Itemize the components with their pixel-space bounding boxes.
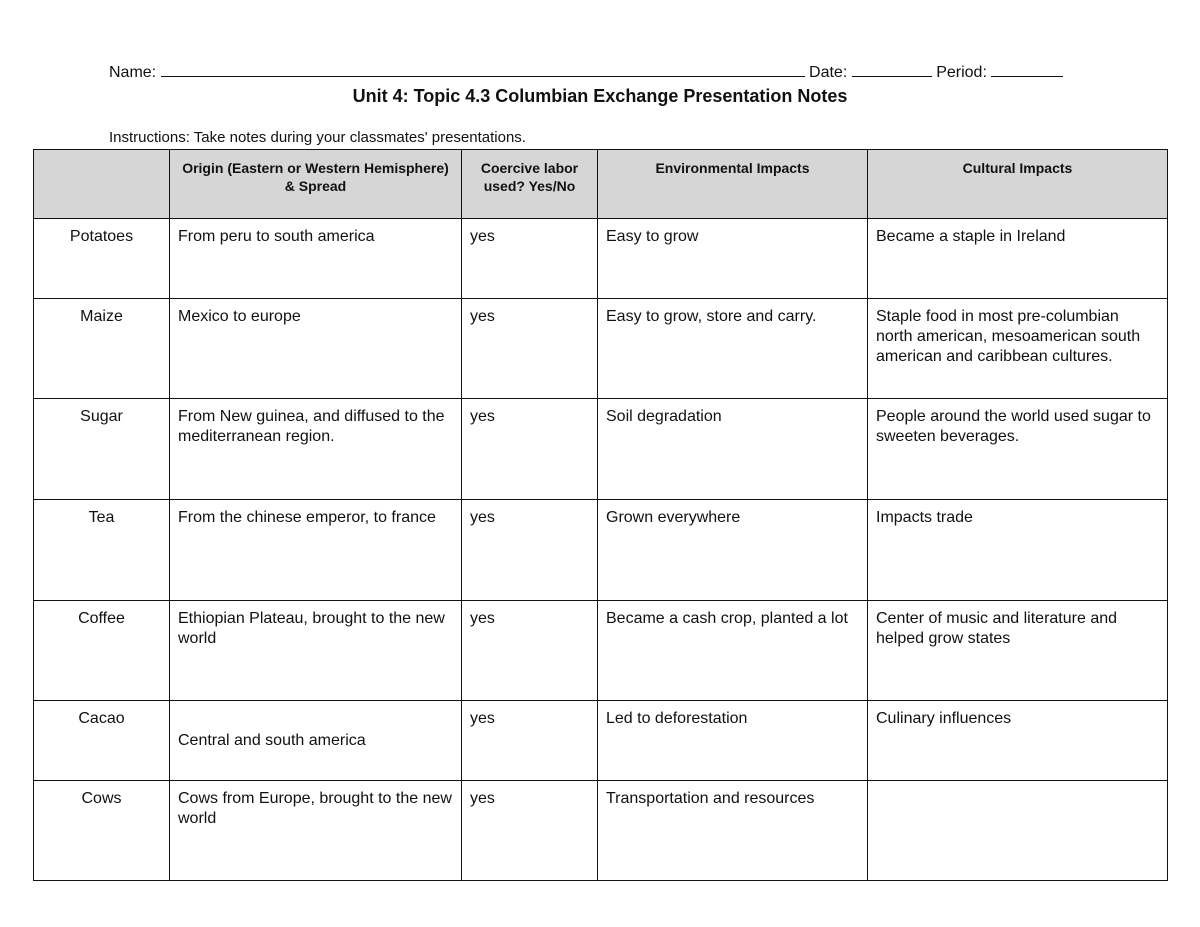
environmental-cell[interactable]: Led to deforestation bbox=[598, 701, 868, 781]
cultural-cell[interactable]: Culinary influences bbox=[868, 701, 1168, 781]
row-item-cell: Coffee bbox=[34, 601, 170, 701]
environmental-cell[interactable]: Soil degradation bbox=[598, 399, 868, 500]
labor-cell[interactable]: yes bbox=[462, 500, 598, 601]
row-item-cell: Tea bbox=[34, 500, 170, 601]
labor-cell[interactable]: yes bbox=[462, 601, 598, 701]
instructions-text: Instructions: Take notes during your classmates' presentations. bbox=[109, 129, 526, 146]
row-item-cell: Cows bbox=[34, 781, 170, 881]
origin-cell-text: Central and south america bbox=[178, 732, 366, 749]
labor-cell[interactable]: yes bbox=[462, 701, 598, 781]
table-row bbox=[34, 500, 1168, 601]
origin-cell[interactable] bbox=[170, 701, 462, 781]
cultural-cell[interactable]: Center of music and literature and helped grow states bbox=[868, 601, 1168, 701]
name-blank[interactable] bbox=[161, 62, 805, 77]
notes-table bbox=[33, 149, 1168, 881]
table-row bbox=[34, 781, 1168, 881]
table-row bbox=[34, 299, 1168, 399]
origin-cell[interactable]: Mexico to europe bbox=[170, 299, 462, 399]
row-item-cell: Sugar bbox=[34, 399, 170, 500]
origin-cell[interactable]: From the chinese emperor, to france bbox=[170, 500, 462, 601]
date-blank[interactable] bbox=[852, 62, 932, 77]
row-item-cell: Cacao bbox=[34, 701, 170, 781]
period-label: Period: bbox=[936, 64, 987, 81]
labor-cell[interactable]: yes bbox=[462, 219, 598, 299]
cultural-cell[interactable]: People around the world used sugar to sweeten beverages. bbox=[868, 399, 1168, 500]
table-row bbox=[34, 219, 1168, 299]
column-header-cultural: Cultural Impacts bbox=[868, 150, 1168, 219]
column-header-origin: Origin (Eastern or Western Hemisphere) & Spread bbox=[170, 150, 462, 219]
origin-cell[interactable]: From New guinea, and diffused to the mediterranean region. bbox=[170, 399, 462, 500]
cultural-cell[interactable]: Staple food in most pre-columbian north american, mesoamerican south american and caribbean cultures. bbox=[868, 299, 1168, 399]
environmental-cell[interactable]: Easy to grow, store and carry. bbox=[598, 299, 868, 399]
origin-cell[interactable]: Ethiopian Plateau, brought to the new world bbox=[170, 601, 462, 701]
row-item-cell: Potatoes bbox=[34, 219, 170, 299]
column-header-labor: Coercive labor used? Yes/No bbox=[462, 150, 598, 219]
page-title: Unit 4: Topic 4.3 Columbian Exchange Presentation Notes bbox=[352, 86, 848, 106]
name-label: Name: bbox=[109, 64, 157, 81]
student-info-line bbox=[109, 62, 1109, 83]
cultural-cell[interactable]: Became a staple in Ireland bbox=[868, 219, 1168, 299]
origin-cell[interactable]: From peru to south america bbox=[170, 219, 462, 299]
labor-cell[interactable]: yes bbox=[462, 781, 598, 881]
environmental-cell[interactable]: Easy to grow bbox=[598, 219, 868, 299]
date-label: Date: bbox=[809, 64, 848, 81]
row-item-cell: Maize bbox=[34, 299, 170, 399]
table-row bbox=[34, 399, 1168, 500]
column-header-item bbox=[34, 150, 170, 219]
column-header-environmental: Environmental Impacts bbox=[598, 150, 868, 219]
period-blank[interactable] bbox=[991, 62, 1063, 77]
cultural-cell[interactable]: Impacts trade bbox=[868, 500, 1168, 601]
table-row bbox=[34, 601, 1168, 701]
labor-cell[interactable]: yes bbox=[462, 399, 598, 500]
environmental-cell[interactable]: Became a cash crop, planted a lot bbox=[598, 601, 868, 701]
table-row bbox=[34, 701, 1168, 781]
cultural-cell[interactable] bbox=[868, 781, 1168, 881]
table-header-row bbox=[34, 150, 1168, 219]
labor-cell[interactable]: yes bbox=[462, 299, 598, 399]
environmental-cell[interactable]: Transportation and resources bbox=[598, 781, 868, 881]
origin-cell[interactable]: Cows from Europe, brought to the new world bbox=[170, 781, 462, 881]
environmental-cell[interactable]: Grown everywhere bbox=[598, 500, 868, 601]
